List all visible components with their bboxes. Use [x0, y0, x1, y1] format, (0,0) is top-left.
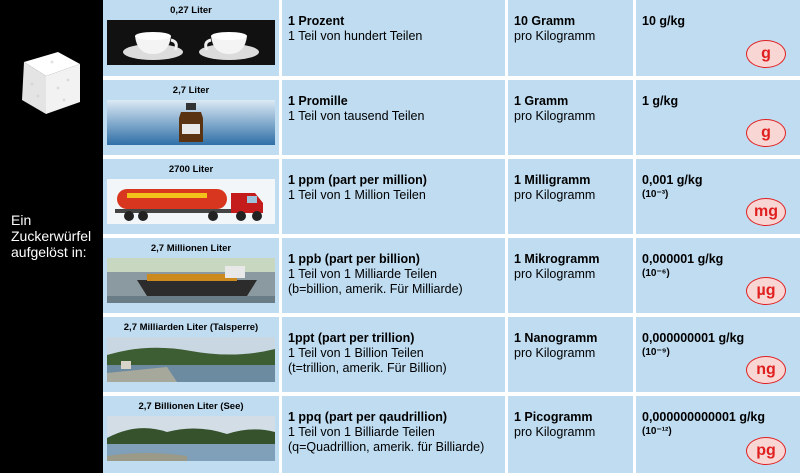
mass-sub: pro Kilogramm [514, 425, 596, 439]
image-cell [103, 238, 279, 313]
name-cell [282, 0, 505, 76]
ratio-exponent: (10⁻¹²) [642, 426, 672, 437]
ratio-cell [636, 0, 800, 76]
table-row [103, 0, 800, 76]
volume-label: 2700 Liter [168, 164, 214, 175]
name-line: (t=trillion, amerik. Für Billion) [288, 361, 447, 375]
coffee-cups-icon [107, 20, 275, 65]
image-cell [103, 80, 279, 155]
ratio-cell [636, 80, 800, 155]
image-cell [103, 317, 279, 392]
sugar-cube-icon [14, 44, 86, 118]
ratio-value: 0,000001 g/kg [642, 252, 724, 266]
mass-value: 1 Mikrogramm [514, 252, 600, 266]
ratio-exponent: (10⁻⁶) [642, 268, 670, 279]
image-cell [103, 0, 279, 76]
name-title: 1 Prozent [288, 14, 345, 28]
dam-icon [107, 337, 275, 382]
mass-cell [508, 80, 633, 155]
mass-cell [508, 317, 633, 392]
unit-badge: pg [746, 437, 786, 465]
name-cell [282, 80, 505, 155]
volume-label: 2,7 Liter [172, 85, 210, 96]
name-cell [282, 396, 505, 473]
volume-label: 2,7 Billionen Liter (See) [138, 401, 244, 412]
intro-line: Zuckerwürfel [11, 228, 92, 244]
intro-line: aufgelöst in: [11, 244, 87, 260]
name-cell [282, 238, 505, 313]
table-row [103, 238, 800, 313]
ratio-cell [636, 238, 800, 313]
mass-value: 1 Picogramm [514, 410, 593, 424]
ratio-value: 10 g/kg [642, 14, 686, 28]
table-row [103, 317, 800, 392]
mass-sub: pro Kilogramm [514, 109, 596, 123]
mass-cell [508, 0, 633, 76]
mass-cell [508, 159, 633, 234]
unit-badge: g [746, 119, 786, 147]
name-line: 1 Teil von 1 Billion Teilen [288, 346, 424, 360]
mass-sub: pro Kilogramm [514, 188, 596, 202]
mass-value: 1 Milligramm [514, 173, 591, 187]
ratio-cell [636, 396, 800, 473]
name-cell [282, 159, 505, 234]
mass-sub: pro Kilogramm [514, 267, 596, 281]
volume-label: 0,27 Liter [170, 5, 212, 16]
name-cell [282, 317, 505, 392]
unit-badge: mg [746, 198, 786, 226]
name-line: 1 Teil von 1 Million Teilen [288, 188, 426, 202]
sugar-panel [0, 0, 103, 473]
name-line: 1 Teil von 1 Billiarde Teilen [288, 425, 435, 439]
barge-icon [107, 258, 275, 303]
mass-value: 10 Gramm [514, 14, 576, 28]
intro-line: Ein [11, 212, 32, 228]
name-line: (b=billion, amerik. Für Milliarde) [288, 282, 463, 296]
mass-value: 1 Gramm [514, 94, 569, 108]
mass-cell [508, 238, 633, 313]
name-title: 1 ppb (part per billion) [288, 252, 420, 266]
name-title: 1ppt (part per trillion) [288, 331, 415, 345]
ratio-value: 0,000000001 g/kg [642, 331, 745, 345]
unit-badge: ng [746, 356, 786, 384]
table-row [103, 159, 800, 234]
tanker-truck-icon [107, 179, 275, 224]
lake-icon [107, 416, 275, 461]
unit-badge: µg [746, 277, 786, 305]
name-line: (q=Quadrillion, amerik. für Billiarde) [288, 440, 485, 454]
volume-label: 2,7 Milliarden Liter (Talsperre) [123, 322, 259, 333]
ratio-cell [636, 159, 800, 234]
mass-value: 1 Nanogramm [514, 331, 598, 345]
name-title: 1 ppm (part per million) [288, 173, 427, 187]
concentration-table [103, 0, 800, 473]
intro-text [11, 212, 103, 260]
name-title: 1 Promille [288, 94, 348, 108]
ratio-exponent: (10⁻³) [642, 189, 669, 200]
ratio-cell [636, 317, 800, 392]
ratio-value: 1 g/kg [642, 94, 679, 108]
name-title: 1 ppq (part per qaudrillion) [288, 410, 448, 424]
volume-label: 2,7 Millionen Liter [150, 243, 232, 254]
ratio-value: 0,000000000001 g/kg [642, 410, 766, 424]
unit-badge: g [746, 40, 786, 68]
image-cell [103, 396, 279, 473]
image-cell [103, 159, 279, 234]
name-line: 1 Teil von tausend Teilen [288, 109, 425, 123]
ratio-value: 0,001 g/kg [642, 173, 703, 187]
mass-sub: pro Kilogramm [514, 346, 596, 360]
mass-sub: pro Kilogramm [514, 29, 596, 43]
table-row [103, 396, 800, 473]
mass-cell [508, 396, 633, 473]
ratio-exponent: (10⁻⁹) [642, 347, 670, 358]
table-row [103, 80, 800, 155]
bottle-icon [107, 100, 275, 145]
name-line: 1 Teil von hundert Teilen [288, 29, 423, 43]
name-line: 1 Teil von 1 Milliarde Teilen [288, 267, 437, 281]
